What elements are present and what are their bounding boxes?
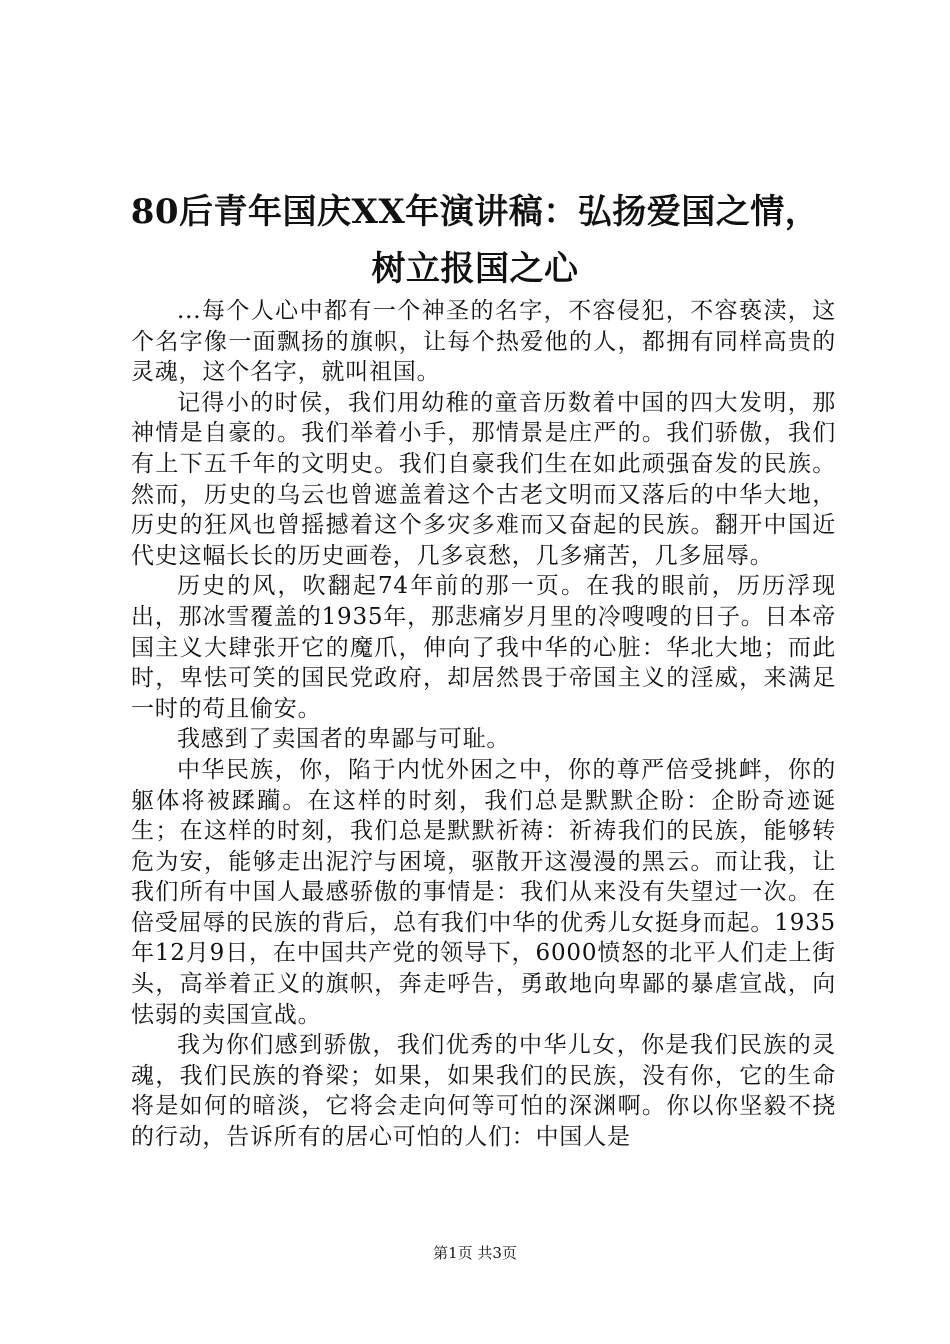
paragraph: 我感到了卖国者的卑鄙与可耻。 bbox=[177, 726, 511, 753]
document-body bbox=[131, 296, 836, 1153]
document-title-line-2: 树立报国之心 bbox=[371, 249, 579, 289]
paragraph: 我为你们感到骄傲，我们优秀的中华儿女，你是我们民族的灵魂，我们民族的脊梁；如果，如果我们的民族，没有你，它的生命将是如何的暗淡，它将会走向何等可怕的深渊啊。你以你坚毅不挠的行动，告诉所有的居心可怕的人们：中国人是 bbox=[131, 1032, 836, 1151]
paragraph: 历史的风，吹翻起74年前的那一页。在我的眼前，历历浮现出，那冰雪覆盖的1935年，那悲痛岁月里的冷嗖嗖的日子。日本帝国主义大肆张开它的魔爪，伸向了我中华的心脏：华北大地；而此时，卑怯可笑的国民党政府，却居然畏于帝国主义的淫威，来满足一时的苟且偷安。 bbox=[131, 573, 836, 722]
document-title-line-1: 80后青年国庆XX年演讲稿：弘扬爱国之情， bbox=[130, 192, 820, 232]
paragraph: 中华民族，你，陷于内忧外困之中，你的尊严倍受挑衅，你的躯体将被蹂躏。在这样的时刻，我们总是默默企盼：企盼奇迹诞生；在这样的时刻，我们总是默默祈祷：祈祷我们的民族，能够转危为安，能够走出泥泞与困境，驱散开这漫漫的黑云。而让我，让我们所有中国人最感骄傲的事情是：我们从来没有失望过一次。在倍受屈辱的民族的背后，总有我们中华的优秀儿女挺身而起。1935年12月9日，在中国共产党的领导下，6000愤怒的北平人们走上街头，高举着正义的旗帜，奔走呼告，勇敢地向卑鄙的暴虐宣战，向怯弱的卖国宣战。 bbox=[131, 756, 836, 1028]
paragraph: ...每个人心中都有一个神圣的名字，不容侵犯，不容亵渎，这个名字像一面飘扬的旗帜，让每个热爱他的人，都拥有同样高贵的灵魂，这个名字，就叫祖国。 bbox=[131, 298, 836, 386]
paragraph: 记得小的时侯，我们用幼稚的童音历数着中国的四大发明，那神情是自豪的。我们举着小手，那情景是庄严的。我们骄傲，我们有上下五千年的文明史。我们自豪我们生在如此顽强奋发的民族。然而，历史的乌云也曾遮盖着这个古老文明而又落后的中华大地，历史的狂风也曾摇撼着这个多灾多难而又奋起的民族。翻开中国近代史这幅长长的历史画卷，几多哀愁，几多痛苦，几多屈辱。 bbox=[131, 389, 836, 569]
page-number-footer: 第1页 共3页 bbox=[433, 1244, 517, 1262]
